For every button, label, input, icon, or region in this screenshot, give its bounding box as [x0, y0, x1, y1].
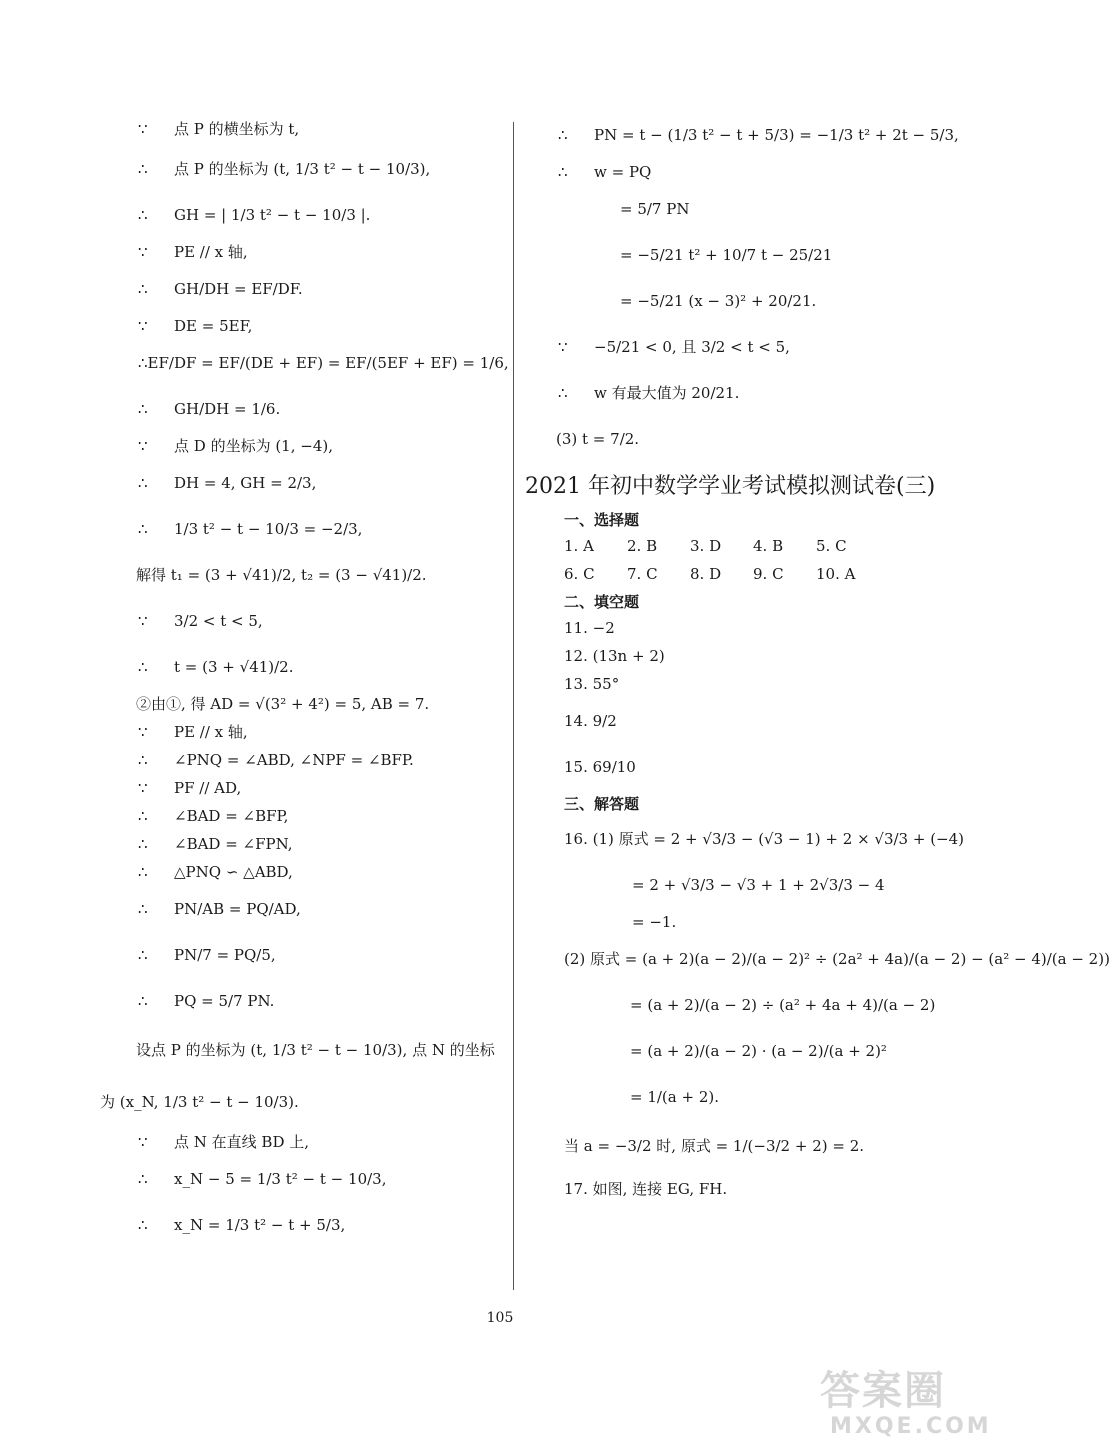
math-text: x_N = 1/3 t² − t + 5/3, — [174, 1216, 346, 1234]
choice-answer: 10. A — [816, 565, 856, 583]
logic-symbol: ∴ — [138, 280, 148, 298]
math-line — [100, 830, 495, 858]
logic-symbol: ∴ — [138, 206, 148, 224]
math-text: PE // x 轴, — [174, 723, 248, 741]
solution-answers — [520, 816, 1110, 1206]
math-text: w = PQ — [594, 163, 652, 181]
math-line — [100, 598, 495, 644]
math-text: = 2 + √3/3 − √3 + 1 + 2√3/3 − 4 — [632, 876, 885, 894]
exam-title: 2021 年初中数学学业考试模拟测试卷(三) — [525, 473, 936, 499]
fill-answer: 13. 55° — [564, 675, 620, 693]
logic-symbol: ∴ — [138, 520, 148, 538]
math-text: = 5/7 PN — [620, 200, 690, 218]
section-fill-heading: 二、填空题 — [564, 592, 640, 611]
math-text: EF/DF = EF/(DE + EF) = EF/(5EF + EF) = 1/6, — [147, 354, 509, 372]
math-text: 17. 如图, 连接 EG, FH. — [564, 1180, 728, 1198]
choice-answer: 6. C — [564, 565, 595, 583]
math-text: DE = 5EF, — [174, 317, 253, 335]
math-text: 解得 t₁ = (3 + √41)/2, t₂ = (3 − √41)/2. — [136, 566, 427, 584]
logic-symbol: ∵ — [138, 317, 148, 335]
math-text: 当 a = −3/2 时, 原式 = 1/(−3/2 + 2) = 2. — [564, 1137, 865, 1155]
math-line — [100, 858, 495, 886]
math-text: −5/21 < 0, 且 3/2 < t < 5, — [594, 338, 790, 356]
choice-answers-row-1 — [520, 532, 960, 560]
math-line — [520, 816, 965, 862]
watermark-text-top: 答案圈 — [820, 1368, 946, 1414]
math-text: GH = | 1/3 t² − t − 10/3 |. — [174, 206, 371, 224]
math-line — [520, 1120, 960, 1172]
logic-symbol: ∴ — [558, 163, 568, 181]
math-line — [520, 1172, 960, 1206]
left-column — [100, 112, 509, 1248]
choice-answer: 1. A — [564, 537, 594, 555]
math-line — [520, 278, 960, 324]
math-text: = −5/21 (x − 3)² + 20/21. — [620, 292, 817, 310]
math-text: t = (3 + √41)/2. — [174, 658, 294, 676]
logic-symbol: ∴ — [138, 1170, 148, 1188]
math-text: PN/7 = PQ/5, — [174, 946, 276, 964]
math-text: 点 N 在直线 BD 上, — [174, 1133, 310, 1151]
choice-answer: 2. B — [627, 537, 658, 555]
logic-symbol: ∴ — [558, 384, 568, 402]
math-line — [100, 644, 495, 690]
logic-symbol: ∴ — [138, 354, 148, 372]
math-text: = (a + 2)/(a − 2) ÷ (a² + 4a + 4)/(a − 2) — [630, 996, 936, 1014]
section-choice-heading: 一、选择题 — [564, 510, 640, 529]
math-text: 1/3 t² − t − 10/3 = −2/3, — [174, 520, 363, 538]
math-text: = (a + 2)/(a − 2) · (a − 2)/(a + 2)² — [630, 1042, 887, 1060]
math-line — [100, 312, 495, 340]
fill-answer: 14. 9/2 — [564, 712, 617, 730]
section-solution-heading: 三、解答题 — [564, 794, 640, 813]
math-line — [100, 1202, 495, 1248]
math-text: 点 P 的横坐标为 t, — [174, 120, 300, 138]
math-text: 点 D 的坐标为 (1, −4), — [174, 437, 333, 455]
choice-answer: 4. B — [753, 537, 784, 555]
math-text: ∠BAD = ∠FPN, — [174, 835, 293, 853]
math-text: PQ = 5/7 PN. — [174, 992, 275, 1010]
logic-symbol: ∵ — [138, 779, 148, 797]
math-text: = −5/21 t² + 10/7 t − 25/21 — [620, 246, 833, 264]
math-line — [100, 978, 495, 1024]
math-line — [100, 552, 495, 598]
math-text: PN/AB = PQ/AD, — [174, 900, 301, 918]
math-line — [100, 746, 495, 774]
fill-answer: 11. −2 — [564, 619, 615, 637]
choice-answer: 5. C — [816, 537, 847, 555]
math-text: △PNQ ∽ △ABD, — [174, 863, 293, 881]
math-line — [100, 266, 495, 312]
math-line — [100, 1156, 495, 1202]
math-line — [520, 908, 960, 936]
math-line — [520, 982, 960, 1028]
math-line — [100, 432, 495, 460]
math-line — [100, 1128, 495, 1156]
logic-symbol: ∴ — [138, 992, 148, 1010]
math-line — [100, 340, 509, 386]
math-line — [100, 238, 495, 266]
math-text: ∠BAD = ∠BFP, — [174, 807, 289, 825]
right-column — [520, 112, 1110, 1206]
logic-symbol: ∵ — [138, 612, 148, 630]
right-solution-continued — [520, 112, 960, 462]
fill-answers — [520, 614, 960, 790]
logic-symbol: ∴ — [138, 900, 148, 918]
choice-answer: 8. D — [690, 565, 722, 583]
math-text: 3/2 < t < 5, — [174, 612, 263, 630]
math-line — [100, 460, 495, 506]
math-text: = 1/(a + 2). — [630, 1088, 719, 1106]
fill-answer: 12. (13n + 2) — [564, 647, 665, 665]
math-line — [100, 146, 495, 192]
math-text: ②由①, 得 AD = √(3² + 4²) = 5, AB = 7. — [136, 695, 430, 713]
math-line — [100, 802, 495, 830]
logic-symbol: ∴ — [138, 807, 148, 825]
math-text: ∠PNQ = ∠ABD, ∠NPF = ∠BFP. — [174, 751, 414, 769]
math-line — [520, 1074, 960, 1120]
logic-symbol: ∴ — [138, 751, 148, 769]
choice-answer: 3. D — [690, 537, 722, 555]
choice-answer: 7. C — [627, 565, 658, 583]
math-line — [520, 232, 960, 278]
math-line — [520, 370, 960, 416]
fill-answer: 15. 69/10 — [564, 758, 636, 776]
math-line — [100, 932, 495, 978]
logic-symbol: ∵ — [138, 437, 148, 455]
logic-symbol: ∴ — [558, 126, 568, 144]
logic-symbol: ∵ — [138, 723, 148, 741]
logic-symbol: ∴ — [138, 160, 148, 178]
logic-symbol: ∵ — [138, 1133, 148, 1151]
math-text: PF // AD, — [174, 779, 242, 797]
logic-symbol: ∴ — [138, 946, 148, 964]
math-line — [100, 1024, 495, 1076]
math-line — [100, 690, 495, 718]
math-line — [100, 718, 495, 746]
math-text: = −1. — [632, 913, 677, 931]
math-line — [520, 112, 960, 158]
choice-answer: 9. C — [753, 565, 784, 583]
logic-symbol: ∴ — [138, 400, 148, 418]
math-text: PE // x 轴, — [174, 243, 248, 261]
watermark-logo — [820, 1368, 990, 1448]
math-line — [100, 112, 495, 146]
math-text: (3) t = 7/2. — [556, 430, 640, 448]
math-line — [520, 158, 960, 186]
math-text: PN = t − (1/3 t² − t + 5/3) = −1/3 t² + 2t − 5/3, — [594, 126, 959, 144]
logic-symbol: ∴ — [138, 835, 148, 853]
choice-answers-row-2 — [520, 560, 960, 588]
math-text: 设点 P 的坐标为 (t, 1/3 t² − t − 10/3), 点 N 的坐标 — [136, 1041, 495, 1059]
math-line — [520, 416, 960, 462]
math-text: (2) 原式 = (a + 2)(a − 2)/(a − 2)² ÷ (2a² + 4a)/(a − 2) − (a² − 4)/(a − 2)) — [564, 950, 1110, 968]
logic-symbol: ∵ — [138, 120, 148, 138]
math-text: 16. (1) 原式 = 2 + √3/3 − (√3 − 1) + 2 × √3/3 + (−4) — [564, 830, 965, 848]
math-line — [520, 936, 1110, 982]
logic-symbol: ∴ — [138, 863, 148, 881]
math-text: GH/DH = EF/DF. — [174, 280, 303, 298]
logic-symbol: ∵ — [138, 243, 148, 261]
math-line — [100, 386, 495, 432]
logic-symbol: ∴ — [138, 1216, 148, 1234]
math-text: DH = 4, GH = 2/3, — [174, 474, 317, 492]
column-divider — [513, 122, 514, 1290]
math-line — [100, 886, 495, 932]
math-text: GH/DH = 1/6. — [174, 400, 281, 418]
logic-symbol: ∴ — [138, 474, 148, 492]
math-line — [520, 324, 960, 370]
math-text: w 有最大值为 20/21. — [594, 384, 740, 402]
math-line — [100, 192, 495, 238]
math-line — [520, 1028, 960, 1074]
math-line — [520, 862, 960, 908]
math-text: 点 P 的坐标为 (t, 1/3 t² − t − 10/3), — [174, 160, 431, 178]
math-line — [100, 1076, 495, 1128]
page-number: 105 — [486, 1310, 514, 1326]
logic-symbol: ∵ — [558, 338, 568, 356]
math-text: x_N − 5 = 1/3 t² − t − 10/3, — [174, 1170, 387, 1188]
math-text: 为 (x_N, 1/3 t² − t − 10/3). — [100, 1093, 299, 1111]
math-line — [100, 506, 495, 552]
math-line — [100, 774, 495, 802]
math-line — [520, 186, 960, 232]
watermark-text-bottom: MXQE.COM — [830, 1414, 992, 1439]
logic-symbol: ∴ — [138, 658, 148, 676]
